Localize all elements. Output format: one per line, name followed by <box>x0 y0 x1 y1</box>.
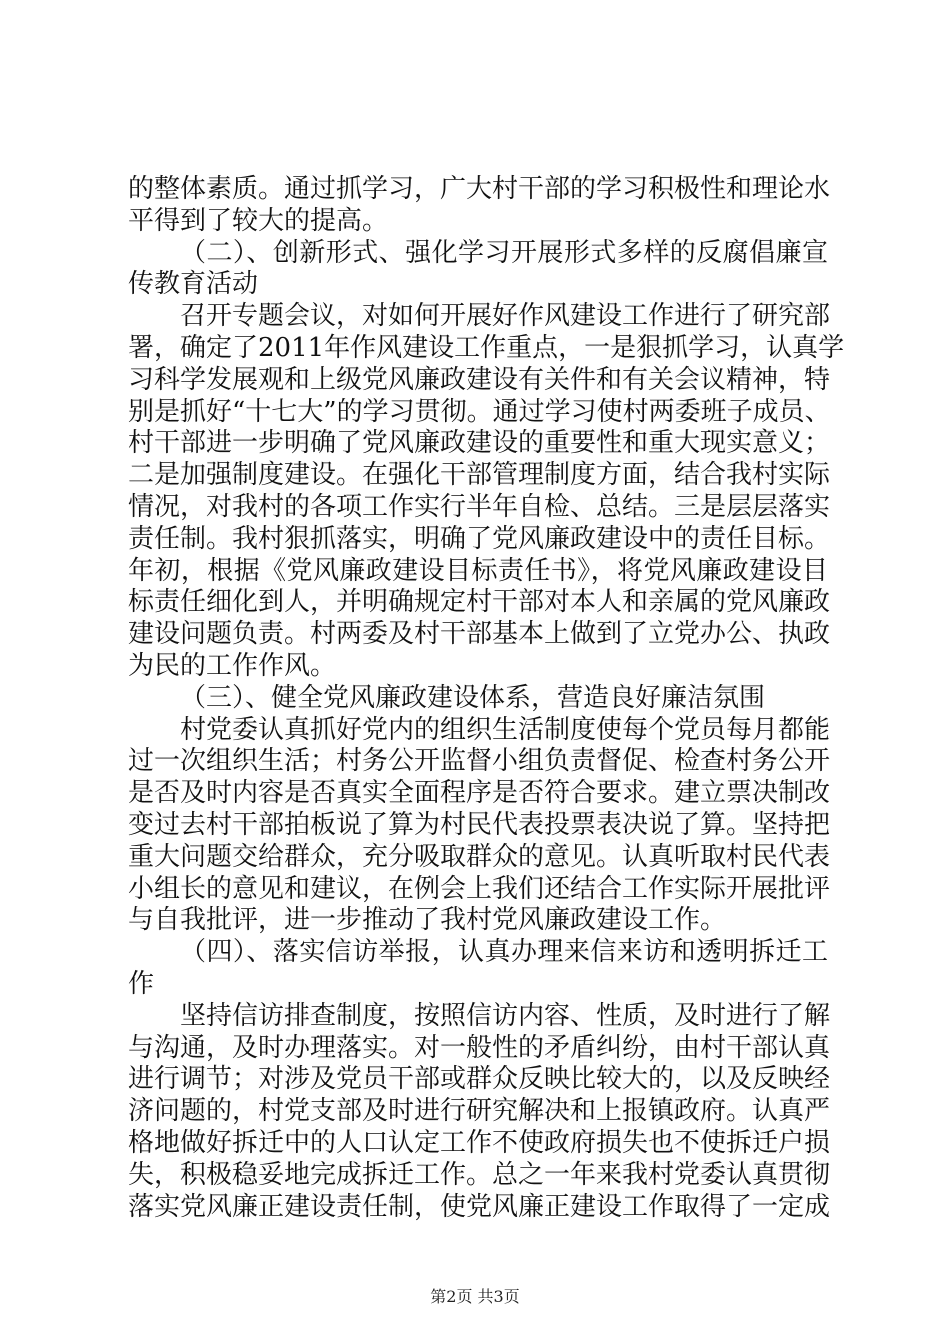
text-line: 平得到了较大的提高。 <box>128 205 389 236</box>
text-line: 召开专题会议，对如何开展好作风建设工作进行了研究部 <box>180 301 831 332</box>
text-line: 为民的工作作风。 <box>128 650 337 681</box>
text-line: 作 <box>128 968 155 999</box>
text-line: 年初，根据《党风廉政建设目标责任书》，将党风廉政建设目 <box>128 555 828 586</box>
text-line: 与自我批评，进一步推动了我村党风廉政建设工作。 <box>128 905 727 936</box>
text-line: 的整体素质。通过抓学习，广大村干部的学习积极性和理论水 <box>128 174 831 204</box>
text-line: 过一次组织生活；村务公开监督小组负责督促、检查村务公开 <box>128 746 831 777</box>
text-line: （四）、落实信访举报，认真办理来信来访和透明拆迁工 <box>180 937 828 968</box>
text-line: 建设问题负责。村两委及村干部基本上做到了立党办公、执政 <box>128 619 831 650</box>
text-line: 署，确定了2011年作风建设工作重点，一是狠抓学习，认真学 <box>128 332 845 363</box>
text-line: 情况，对我村的各项工作实行半年自检、总结。三是层层落实 <box>128 491 831 522</box>
text-line: 是否及时内容是否真实全面程序是否符合要求。建立票决制改 <box>128 778 831 809</box>
text-line: 标责任细化到人，并明确规定村干部对本人和亲属的党风廉政 <box>128 587 831 618</box>
text-line: 济问题的，村党支部及时进行研究解决和上报镇政府。认真严 <box>128 1096 831 1127</box>
document-body <box>128 174 845 1223</box>
text-line: （二）、创新形式、强化学习开展形式多样的反腐倡廉宣 <box>180 237 828 268</box>
text-line: 失，积极稳妥地完成拆迁工作。总之一年来我村党委认真贯彻 <box>128 1159 831 1190</box>
text-line: 传教育活动 <box>128 269 259 300</box>
text-line: 习科学发展观和上级党风廉政建设有关件和有关会议精神，特 <box>128 364 831 395</box>
text-line: 与沟通，及时办理落实。对一般性的矛盾纠纷，由村干部认真 <box>128 1032 831 1063</box>
text-line: 小组长的意见和建议，在例会上我们还结合工作实际开展批评 <box>128 873 831 904</box>
text-line: 格地做好拆迁中的人口认定工作不使政府损失也不使拆迁户损 <box>128 1127 831 1158</box>
text-line: 责任制。我村狠抓落实，明确了党风廉政建设中的责任目标。 <box>128 523 831 554</box>
text-line: 村党委认真抓好党内的组织生活制度使每个党员每月都能 <box>180 714 831 745</box>
text-line: （三）、健全党风廉政建设体系，营造良好廉洁氛围 <box>180 682 766 713</box>
page-number-label: 第2页 共3页 <box>430 1287 520 1306</box>
text-line: 重大问题交给群众，充分吸取群众的意见。认真听取村民代表 <box>128 841 831 872</box>
text-line: 落实党风廉正建设责任制，使党风廉正建设工作取得了一定成 <box>128 1191 831 1222</box>
page-footer <box>0 1287 950 1307</box>
text-line: 二是加强制度建设。在强化干部管理制度方面，结合我村实际 <box>128 460 831 491</box>
text-line: 别是抓好“十七大”的学习贯彻。通过学习使村两委班子成员、 <box>128 396 831 427</box>
text-line: 进行调节；对涉及党员干部或群众反映比较大的，以及反映经 <box>128 1064 831 1095</box>
text-line: 坚持信访排查制度，按照信访内容、性质，及时进行了解 <box>180 1000 831 1031</box>
text-line: 村干部进一步明确了党风廉政建设的重要性和重大现实意义； <box>128 428 831 459</box>
text-line: 变过去村干部拍板说了算为村民代表投票表决说了算。坚持把 <box>128 809 831 840</box>
